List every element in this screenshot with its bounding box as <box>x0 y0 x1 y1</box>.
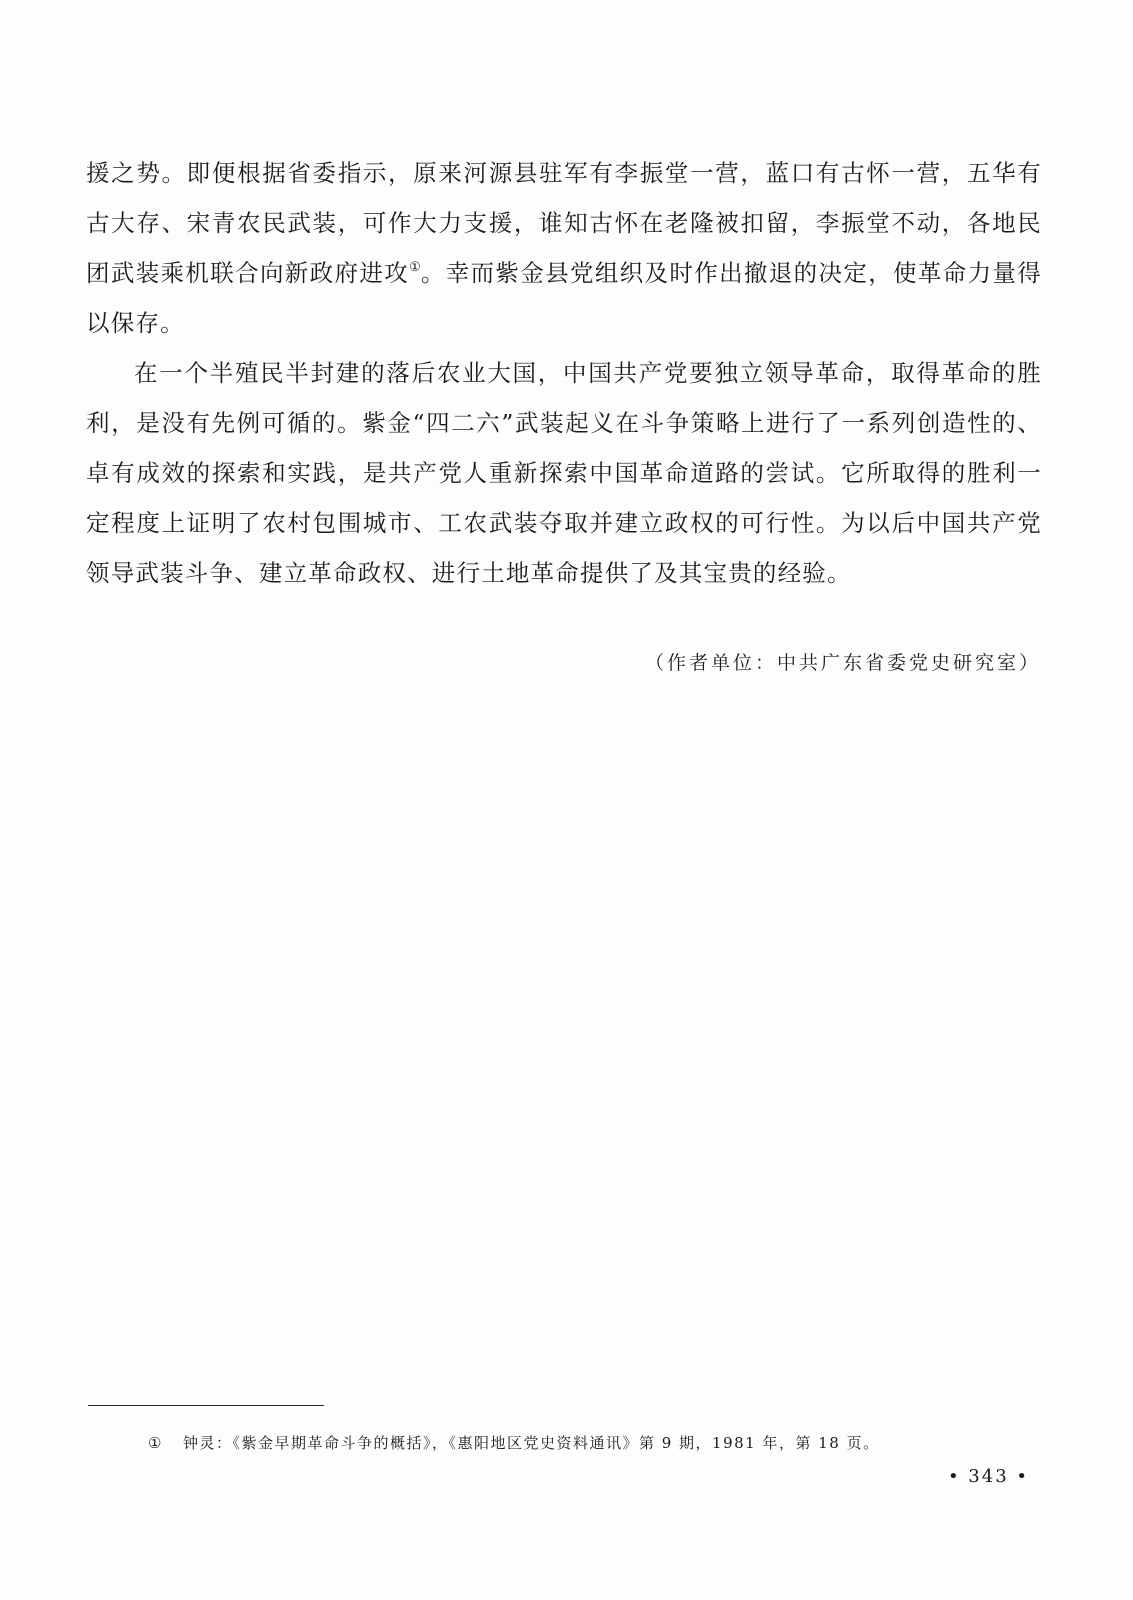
page-number: • 343 • <box>947 1466 1029 1487</box>
body-text <box>86 148 1042 598</box>
footnote-divider <box>88 1405 324 1406</box>
paragraph-1 <box>86 148 1042 348</box>
footnote <box>148 1432 880 1453</box>
paragraph-1-text: 援之势。即便根据省委指示，原来河源县驻军有李振堂一营，蓝口有古怀一营，五华有古大存、宋青农民武装，可作大力支援，谁知古怀在老隆被扣留，李振堂不动，各地民团武装乘机联合向新政府进攻 <box>86 159 1042 287</box>
footnote-reference[interactable]: ① <box>409 260 421 275</box>
footnote-mark: ① <box>148 1434 163 1452</box>
paragraph-2: 在一个半殖民半封建的落后农业大国，中国共产党要独立领导革命，取得革命的胜利，是没有先例可循的。紫金“四二六”武装起义在斗争策略上进行了一系列创造性的、卓有成效的探索和实践，是共产党人重新探索中国革命道路的尝试。它所取得的胜利一定程度上证明了农村包围城市、工农武装夺取并建立政权的可行性。为以后中国共产党领导武装斗争、建立革命政权、进行土地革命提供了及其宝贵的经验。 <box>86 359 1042 587</box>
paragraph-1-text-cont: 。幸而紫金县党组织及时作出撤退的决定，使革命力量得以保存。 <box>86 259 1042 337</box>
author-affiliation: （作者单位：中共广东省委党史研究室） <box>644 652 1041 674</box>
footnote-text: 钟灵：《紫金早期革命斗争的概括》，《惠阳地区党史资料通讯》第 9 期，1981 年，第 18 页。 <box>182 1434 880 1452</box>
